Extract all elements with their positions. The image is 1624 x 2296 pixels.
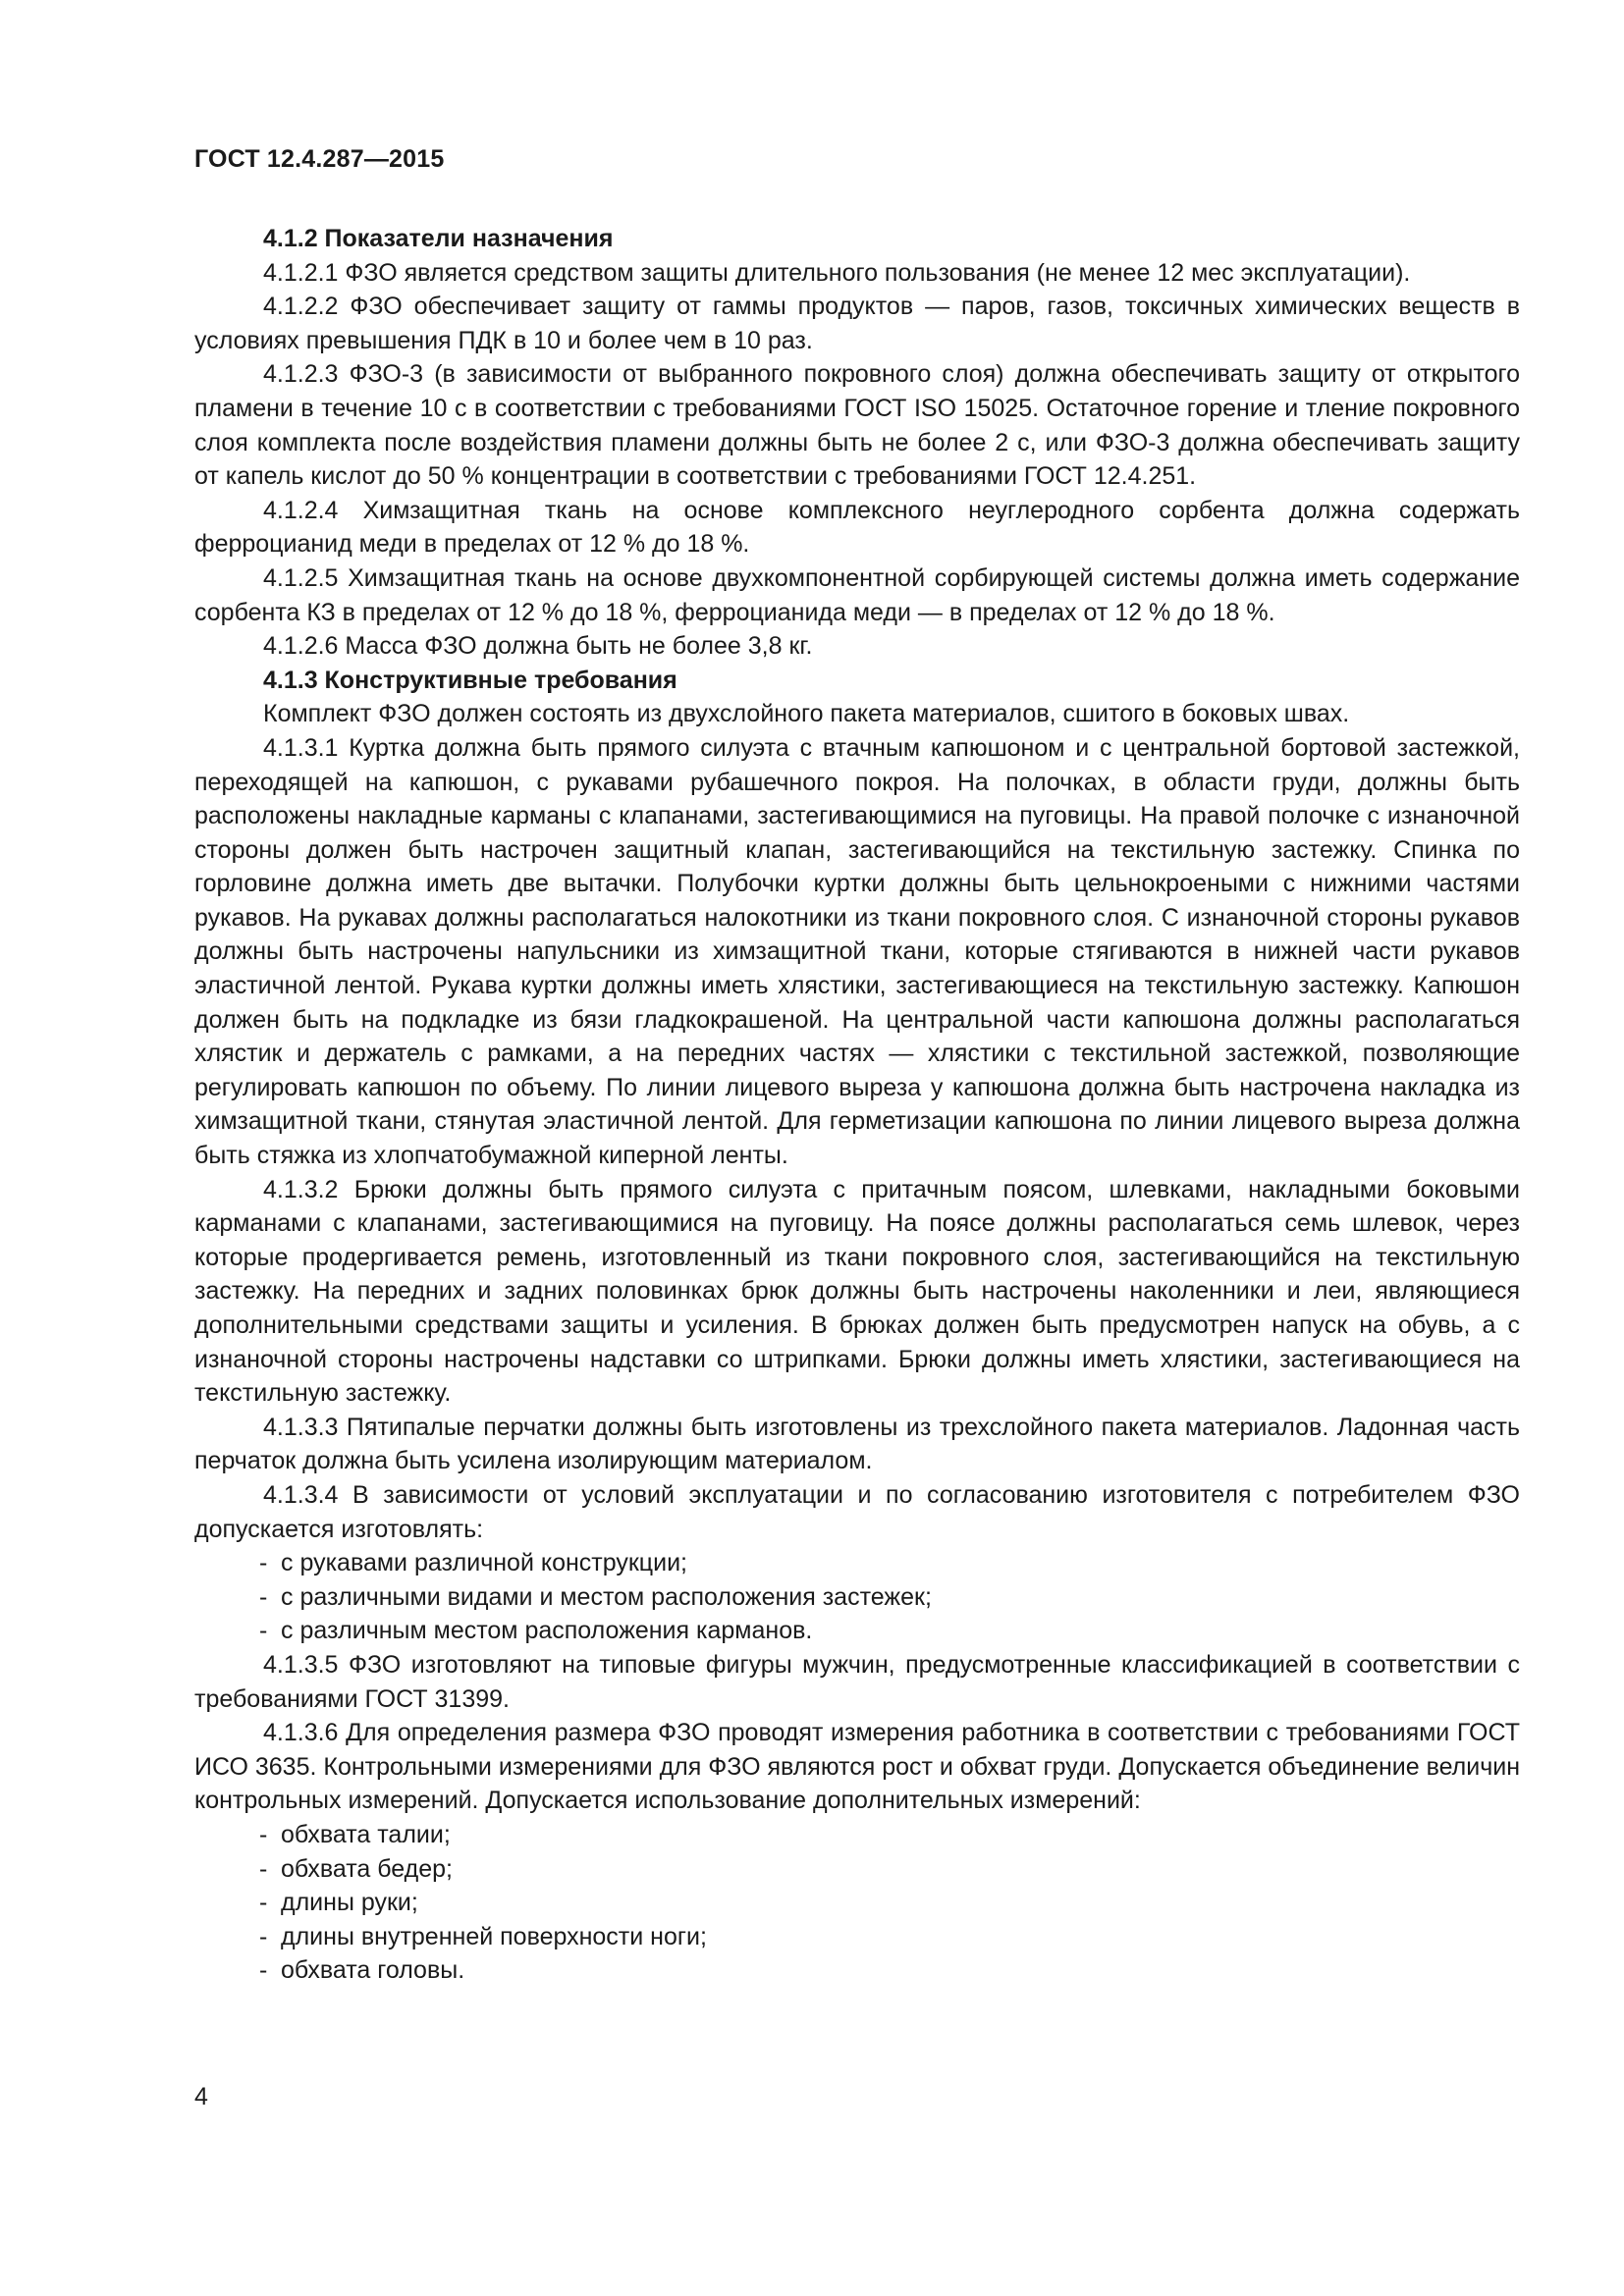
paragraph-4-1-3-6: 4.1.3.6 Для определения размера ФЗО проводят измерения работника в соответствии с требованиями ГОСТ ИСО 3635. Контрольными измерениями для ФЗО являются рост и обхват груди. Допускается объединение величин контрольных измерений. Допускается использование дополнительных измерений: bbox=[194, 1719, 1520, 1815]
page-number: 4 bbox=[194, 2083, 208, 2110]
list-item: - длины внутренней поверхности ноги; bbox=[259, 1922, 707, 1950]
measurements-list bbox=[194, 1818, 1520, 1988]
paragraph-4-1-2-3: 4.1.2.3 ФЗО-3 (в зависимости от выбранного покровного слоя) должна обеспечивать защиту от открытого пламени в течение 10 с в соответствии с требованиями ГОСТ ISO 15025. Остаточное горение и тление покровного слоя комплекта после воздействия пламени должны быть не более 2 с, или ФЗО-3 должна обеспечивать защиту от капель кислот до 50 % концентрации в соответствии с требованиями ГОСТ 12.4.251. bbox=[194, 360, 1520, 491]
paragraph-4-1-3-intro: Комплект ФЗО должен состоять из двухслойного пакета материалов, сшитого в боковых швах. bbox=[263, 700, 1350, 728]
paragraph-4-1-2-4: 4.1.2.4 Химзащитная ткань на основе комплексного неуглеродного сорбента должна содержать ферроцианид меди в пределах от 12 % до 18 %. bbox=[194, 496, 1520, 559]
paragraph-4-1-2-5: 4.1.2.5 Химзащитная ткань на основе двухкомпонентной сорбирующей системы должна иметь содержание сорбента КЗ в пределах от 12 % до 18 %, ферроцианида меди — в пределах от 12 % до 18 %. bbox=[194, 563, 1520, 626]
list-item: - обхвата бедер; bbox=[259, 1854, 453, 1883]
options-list bbox=[194, 1546, 1520, 1648]
section-heading-4-1-3: 4.1.3 Конструктивные требования bbox=[263, 666, 677, 694]
list-item: - с рукавами различной конструкции; bbox=[259, 1549, 688, 1577]
section-heading-4-1-2: 4.1.2 Показатели назначения bbox=[263, 225, 614, 252]
list-item: - длины руки; bbox=[259, 1889, 418, 1917]
list-item: - с различными видами и местом расположения застежек; bbox=[259, 1582, 932, 1611]
list-item: - с различным местом расположения карманов. bbox=[259, 1617, 813, 1645]
paragraph-4-1-2-2: 4.1.2.2 ФЗО обеспечивает защиту от гаммы продуктов — паров, газов, токсичных химических веществ в условиях превышения ПДК в 10 и более чем в 10 раз. bbox=[194, 293, 1520, 354]
paragraph-4-1-2-1: 4.1.2.1 ФЗО является средством защиты длительного пользования (не менее 12 мес эксплуатации). bbox=[263, 258, 1411, 287]
list-item: - обхвата талии; bbox=[259, 1820, 451, 1848]
paragraph-4-1-3-3: 4.1.3.3 Пятипалые перчатки должны быть изготовлены из трехслойного пакета материалов. Ладонная часть перчаток должна быть усилена изолирующим материалом. bbox=[194, 1413, 1520, 1475]
document-body bbox=[194, 222, 1520, 1988]
paragraph-4-1-2-6: 4.1.2.6 Масса ФЗО должна быть не более 3,8 кг. bbox=[263, 632, 813, 661]
paragraph-4-1-3-1: 4.1.3.1 Куртка должна быть прямого силуэта с втачным капюшоном и с центральной бортовой застежкой, переходящей на капюшон, с рукавами рубашечного покроя. На полочках, в области груди, должны быть расположены накладные карманы с клапанами, застегивающимися на пуговицы. На правой полочке с изнаночной стороны должен быть настрочен защитный клапан, застегивающийся на текстильную застежку. Спинка по горловине должна иметь две вытачки. Полубочки куртки должны быть цельнокроеными с нижними частями рукавов. На рукавах должны располагаться налокотники из ткани покровного слоя. С изнаночной стороны рукавов должны быть настрочены напульсники из химзащитной ткани, которые стягиваются в нижней части рукавов эластичной лентой. Рукава куртки должны иметь хлястики, застегивающиеся на текстильную застежку. Капюшон должен быть на подкладке из бязи гладкокрашеной. На центральной части капюшона должны располагаться хлястик и держатель с рамками, а на передних частях — хлястики с текстильной застежкой, позволяющие регулировать капюшон по объему. По линии лицевого выреза у капюшона должна быть настрочена накладка из химзащитной ткани, стянутая эластичной лентой. Для герметизации капюшона по линии лицевого выреза должна быть стяжка из хлопчатобумажной киперной ленты. bbox=[194, 733, 1520, 1170]
paragraph-4-1-3-5: 4.1.3.5 ФЗО изготовляют на типовые фигуры мужчин, предусмотренные классификацией в соответствии с требованиями ГОСТ 31399. bbox=[194, 1650, 1520, 1713]
paragraph-4-1-3-4: 4.1.3.4 В зависимости от условий эксплуатации и по согласованию изготовителя с потребителем ФЗО допускается изготовлять: bbox=[194, 1480, 1520, 1543]
list-item: - обхвата головы. bbox=[259, 1956, 465, 1985]
paragraph-4-1-3-2: 4.1.3.2 Брюки должны быть прямого силуэта с притачным поясом, шлевками, накладными боковыми карманами с клапанами, застегивающимися на пуговицу. На поясе должны располагаться семь шлевок, через которые продергивается ремень, изготовленный из ткани покровного слоя, застегивающийся на текстильную застежку. На передних и задних половинках брюк должны быть настрочены наколенники и леи, являющиеся дополнительными средствами защиты и усиления. В брюках должен быть предусмотрен напуск на обувь, а с изнаночной стороны настрочены надставки со штрипками. Брюки должны иметь хлястики, застегивающиеся на текстильную застежку. bbox=[194, 1175, 1520, 1408]
document-header: ГОСТ 12.4.287—2015 bbox=[194, 145, 445, 173]
